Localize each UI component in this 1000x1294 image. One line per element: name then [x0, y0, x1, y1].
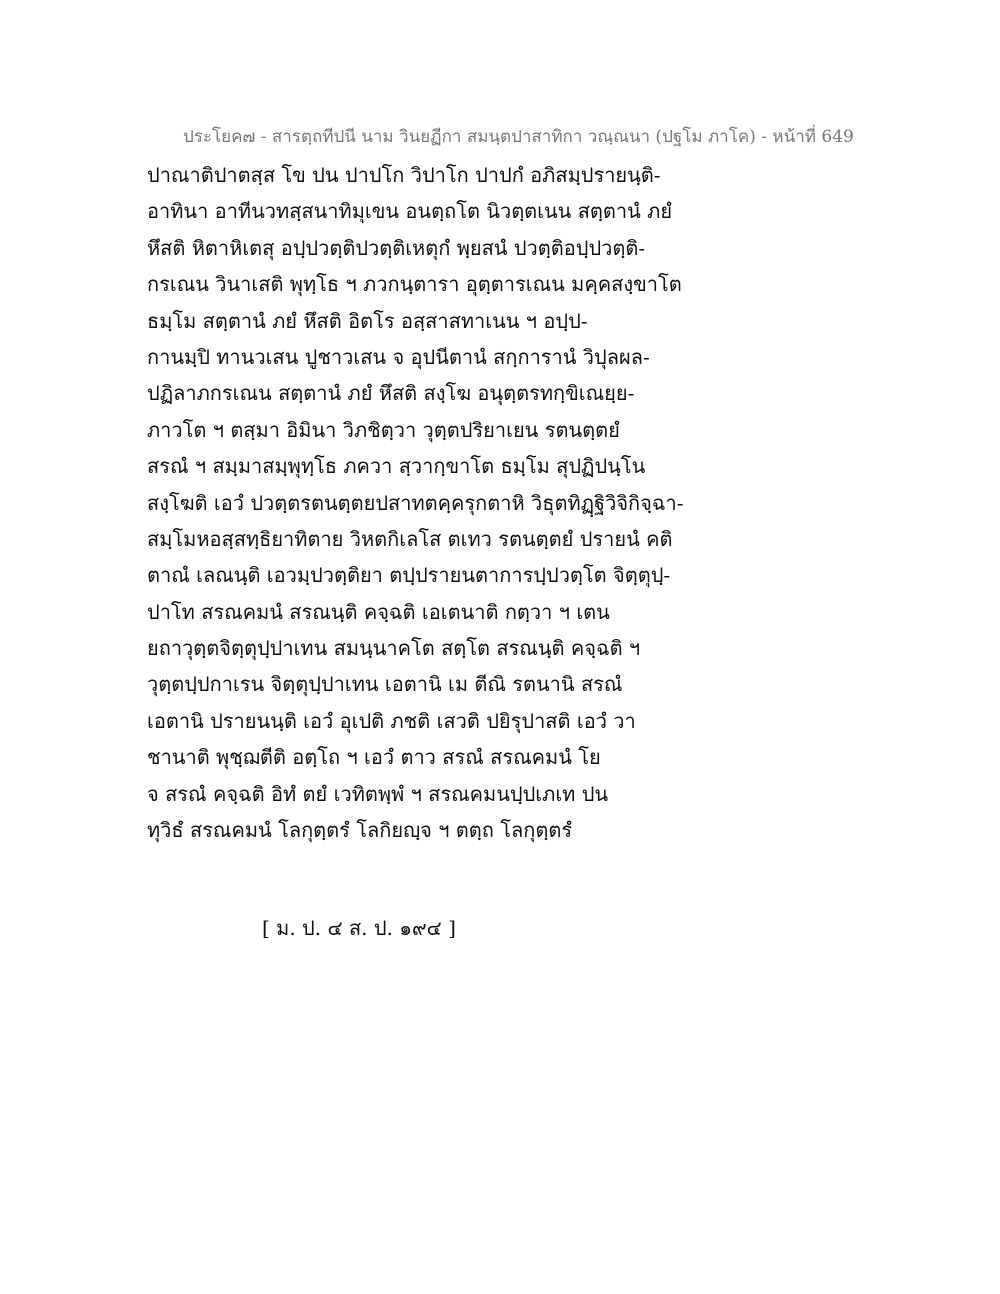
text-line: ปฏิลาภกรเณน สตฺตานํ ภยํ หึสติ สงฺโฆ อนุตฺตรทกฺขิเณยฺย-	[147, 381, 635, 406]
text-line: สงฺโฆติ เอวํ ปวตฺตรตนตฺตยปสาทตคฺครุกตาหิ วิธุตทิฏฺฐิวิจิกิจฺฉา-	[147, 490, 684, 515]
text-line: ตาณํ เลณนฺติ เอวมฺปวตฺติยา ตปฺปรายนตาการปฺปวตฺโต จิตฺตุปฺ-	[147, 563, 671, 588]
text-line: สรณํ ฯ สมฺมาสมฺพุทฺโธ ภควา สฺวากฺขาโต ธมฺโม สุปฏิปนฺโน	[147, 454, 646, 479]
text-line: ปาโท สรณคมนํ สรณนฺติ คจฺฉติ เอเตนาติ กตฺวา ฯ เตน	[147, 599, 610, 624]
text-line: ภาวโต ฯ ตสฺมา อิมินา วิภชิตฺวา วุตฺตปริยาเยน รตนตฺตยํ	[147, 417, 620, 442]
text-line: จ สรณํ คจฺฉติ อิทํ ตยํ เวทิตพฺพํ ฯ สรณคมนปฺปเภเท ปน	[147, 781, 609, 806]
text-line: ทุวิธํ สรณคมนํ โลกุตฺตรํ โลกิยญฺจ ฯ ตตฺถ โลกุตฺตรํ	[147, 818, 573, 843]
text-line: ปาณาติปาตสฺส โข ปน ปาปโก วิปาโก ปาปกํ อภิสมฺปรายนฺติ-	[147, 163, 661, 187]
text-line: หึสติ หิตาหิเตสุ อปฺปวตฺติปวตฺติเหตุกํ พฺยสนํ ปวตฺติอปฺปวตฺติ-	[147, 235, 646, 260]
text-line: ยถาวุตฺตจิตฺตุปฺปาเทน สมนฺนาคโต สตฺโต สรณนฺติ คจฺฉติ ฯ	[147, 636, 641, 661]
text-line: วุตฺตปฺปกาเรน จิตฺตุปฺปาเทน เอตานิ เม ตีณิ รตนานิ สรณํ	[147, 672, 623, 697]
text-line: กานมฺปิ ทานวเสน ปูชาวเสน จ อุปนีตานํ สกฺการานํ วิปุลผล-	[147, 344, 650, 369]
text-line: กรเณน วินาเสติ พุทฺโธ ฯ ภวกนฺตารา อุตฺตารเณน มคฺคสงฺขาโต	[147, 272, 682, 297]
text-line: สมฺโมหอสฺสทฺธิยาทิตาย วิหตกิเลโส ตเทว รตนตฺตยํ ปรายนํ คติ	[147, 526, 673, 551]
text-line: ชานาติ พุชฺฌตีติ อตฺโถ ฯ เอวํ ตาว สรณํ สรณคมนํ โย	[147, 745, 601, 770]
running-header: ประโยค๗ - สารตฺถทีปนี นาม วินยฏีกา สมนฺตปาสาทิกา วณฺณนา (ปฐโม ภาโค) - หน้าที่ 649	[183, 127, 854, 147]
text-line: ธมฺโม สตฺตานํ ภยํ หึสติ อิตโร อสฺสาสทาเนน ฯ อปฺป-	[147, 308, 588, 333]
text-line: อาทินา อาทีนวทสฺสนาทิมุเขน อนตฺถโต นิวตฺตเนน สตฺตานํ ภยํ	[147, 199, 673, 224]
body-text	[147, 157, 707, 848]
citation-reference: [ ม. ป. ๔ ส. ป. ๑๙๔ ]	[262, 916, 456, 940]
text-line: เอตานิ ปรายนนฺติ เอวํ อุเปติ ภชติ เสวติ ปยิรุปาสติ เอวํ วา	[147, 708, 636, 733]
